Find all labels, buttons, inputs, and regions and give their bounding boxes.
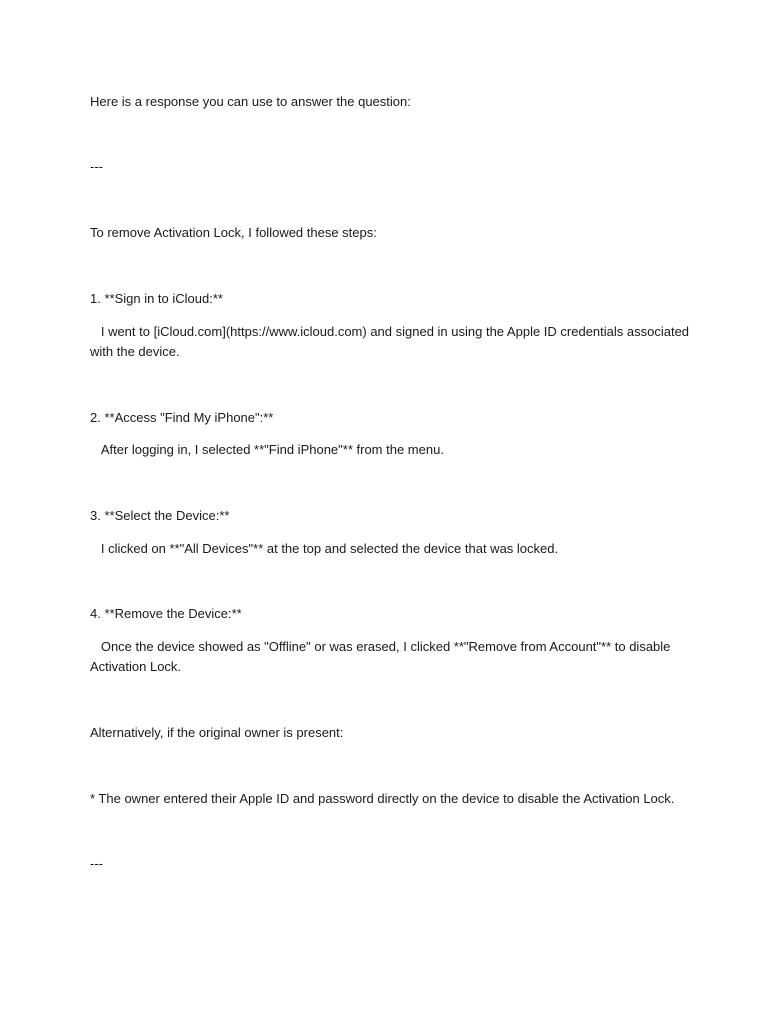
bullet-item: * The owner entered their Apple ID and password directly on the device to disable the Activation Lock.	[90, 791, 675, 806]
alternative-text: Alternatively, if the original owner is present:	[90, 725, 344, 740]
step-3-body: I clicked on **"All Devices"** at the top and selected the device that was locked.	[90, 541, 559, 556]
step-2-body: After logging in, I selected **"Find iPhone"** from the menu.	[90, 442, 444, 457]
step-1-body: I went to [iCloud.com](https://www.icloud.com) and signed in using the Apple ID credentials associated with the device.	[90, 324, 693, 359]
separator-bottom: ---	[90, 856, 103, 871]
step-4-body: Once the device showed as "Offline" or was erased, I clicked **"Remove from Account"** to disable Activation Lock.	[90, 639, 674, 674]
step-1-heading: 1. **Sign in to iCloud:**	[90, 291, 223, 306]
step-4-heading: 4. **Remove the Device:**	[90, 606, 242, 621]
step-3-heading: 3. **Select the Device:**	[90, 508, 230, 523]
intro-text: Here is a response you can use to answer the question:	[90, 94, 411, 109]
step-2-heading: 2. **Access "Find My iPhone":**	[90, 410, 274, 425]
lead-text: To remove Activation Lock, I followed these steps:	[90, 225, 377, 240]
separator-top: ---	[90, 159, 103, 174]
